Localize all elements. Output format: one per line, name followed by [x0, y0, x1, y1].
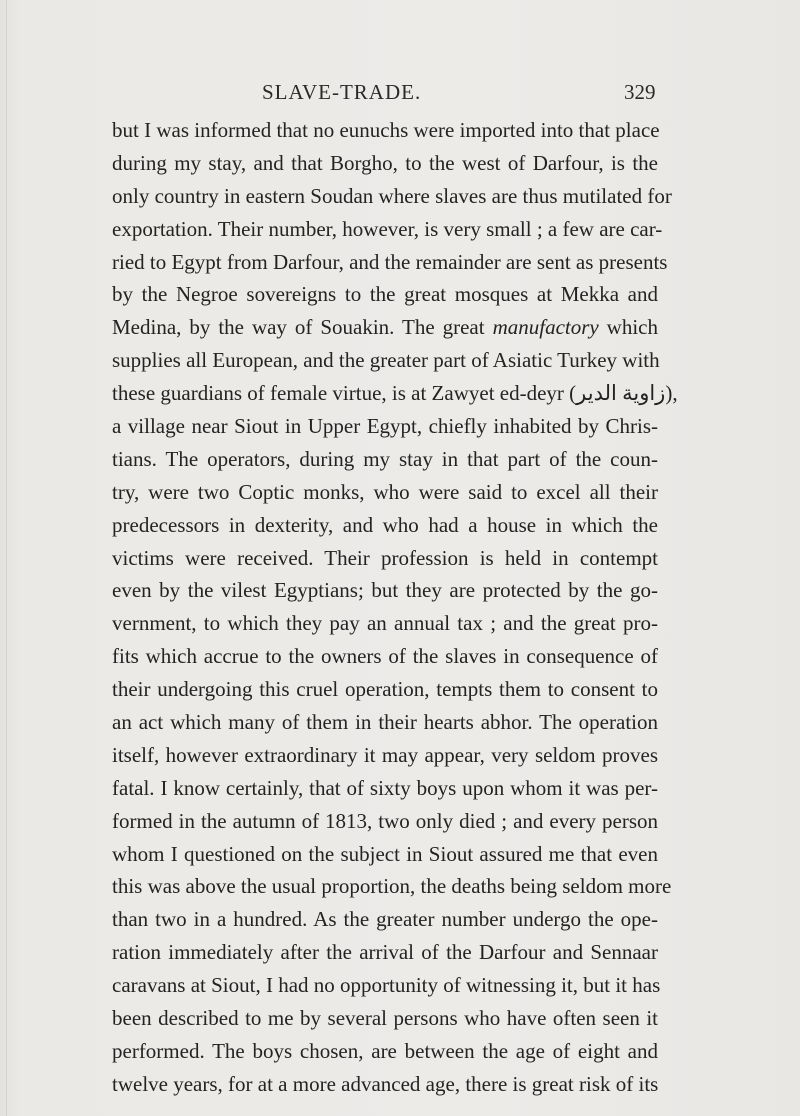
page-number: 329: [624, 80, 656, 104]
page-header: [0, 80, 800, 110]
text-line: itself, however extraordinary it may appear, very seldom proves: [112, 742, 658, 767]
text-line: tians. The operators, during my stay in that part of the coun-: [112, 446, 658, 471]
text-line: this was above the usual proportion, the deaths being seldom more: [112, 874, 672, 899]
text-line: an act which many of them in their hearts abhor. The operation: [112, 710, 658, 735]
text-line: victims were received. Their profession is held in contempt: [112, 545, 658, 570]
italic-word: manufactory: [492, 315, 599, 340]
text-line: exportation. Their number, however, is very small ; a few are car-: [112, 216, 663, 241]
text-line: try, were two Coptic monks, who were said to excel all their: [112, 479, 658, 504]
text-line: ration immediately after the arrival of the Darfour and Sennaar: [112, 940, 658, 965]
text-line-with-italic: [112, 311, 658, 344]
text-line: caravans at Siout, I had no opportunity of witnessing it, but it has: [112, 973, 661, 998]
text-line: only country in eastern Soudan where slaves are thus mutilated for: [112, 183, 672, 208]
text-line: fits which accrue to the owners of the slaves in consequence of: [112, 644, 658, 669]
body-text: [112, 114, 678, 1101]
text-line: supplies all European, and the greater part of Asiatic Turkey with: [112, 348, 660, 373]
text-line: been described to me by several persons who have often seen it: [112, 1006, 658, 1031]
text-line: during my stay, and that Borgho, to the west of Darfour, is the: [112, 150, 658, 175]
text-line: formed in the autumn of 1813, two only died ; and every person: [112, 808, 658, 833]
running-head: SLAVE-TRADE.: [262, 80, 422, 104]
text-line: whom I questioned on the subject in Siout assured me that even: [112, 841, 658, 866]
text-line: their undergoing this cruel operation, tempts them to consent to: [112, 677, 658, 702]
page-gutter-line: [6, 0, 7, 1116]
text-line: vernment, to which they pay an annual tax ; and the great pro-: [112, 611, 658, 636]
text-line: ried to Egypt from Darfour, and the remainder are sent as presents: [112, 249, 668, 274]
text-line: twelve years, for at a more advanced age, there is great risk of its: [112, 1071, 659, 1096]
text-line: performed. The boys chosen, are between the age of eight and: [112, 1038, 658, 1063]
text-line: these guardians of female virtue, is at Zawyet ed-deyr (زاوية الدير),: [112, 381, 678, 406]
text-segment: Medina, by the way of Souakin. The great: [112, 315, 493, 340]
text-segment: which: [598, 315, 659, 340]
text-line: a village near Siout in Upper Egypt, chiefly inhabited by Chris-: [112, 414, 658, 439]
text-line: by the Negroe sovereigns to the great mosques at Mekka and: [112, 282, 658, 307]
text-line: fatal. I know certainly, that of sixty boys upon whom it was per-: [112, 775, 658, 800]
text-line: than two in a hundred. As the greater number undergo the ope-: [112, 907, 658, 932]
text-line: but I was informed that no eunuchs were imported into that place: [112, 118, 660, 142]
text-line: predecessors in dexterity, and who had a house in which the: [112, 512, 658, 537]
text-line: even by the vilest Egyptians; but they are protected by the go-: [112, 578, 658, 603]
